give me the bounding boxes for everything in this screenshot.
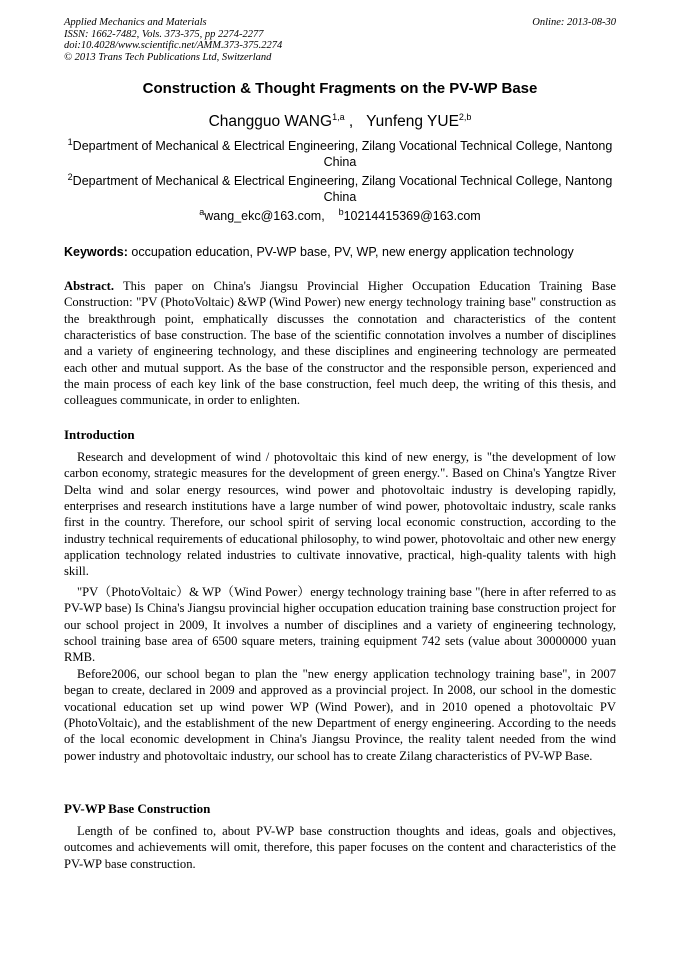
affiliation-2-mark: 2 [67, 171, 73, 182]
affiliation-2 [64, 173, 616, 205]
keywords-text: occupation education, PV-WP base, PV, WP, new energy application technology [127, 245, 574, 259]
affiliation-2-text: Department of Mechanical & Electrical Engineering, Zilang Vocational Technical College, Nantong China [72, 174, 613, 204]
paper-title: Construction & Thought Fragments on the PV-WP Base [142, 80, 538, 97]
introduction-heading: Introduction [64, 427, 135, 442]
author-2: Yunfeng YUE [366, 113, 459, 130]
email-line [64, 206, 616, 223]
author-1: Changguo WANG [208, 113, 333, 130]
issn-line: ISSN: 1662-7482, Vols. 373-375, pp 2274-2277 [64, 28, 264, 40]
email-a-mark: a [199, 206, 205, 217]
abstract-text: This paper on China's Jiangsu Provincial Higher Occupation Education Training Base Construction: "PV (PhotoVoltaic) &WP (Wind Power) new energy technology training base" construction as the breakthrough point, emphatically discusses the connotation and characteristics of the content characteristics of base construction. The base of the scientific connotation involves a number of disciplines and a variety of engineering technology, and these disciplines and engineering technology are permeated each other and mutual support. As the base of the constructor and the responsible person, experienced and the main process of each key link of the base construction, feel much deep, the writing of this thesis, and colleagues communicate, in order to enlighten. [64, 279, 616, 408]
email-b: 10214415369@163.com [343, 209, 481, 223]
affiliation-1-mark: 1 [67, 136, 73, 147]
introduction-paragraph-3: Before2006, our school began to plan the "new energy application technology training base", in 2007 began to create, declared in 2009 and approved as a provincial project. In 2008, our school in the domestic vocational education set up wind power WP (Wind Power), and in 2010 opened a photovoltaic PV (PhotoVoltaic), and the establishment of the new Department of energy engineering. According to the needs of the local economic development in China's Jiangsu Province, the reality talent needed from the wind power industry and photovoltaic industry, our school has to create Zilang characteristics of PV-WP Base. [64, 667, 616, 763]
abstract-label: Abstract. [64, 279, 115, 293]
email-b-mark: b [338, 206, 344, 217]
introduction-paragraph-2: "PV（PhotoVoltaic）& WP（Wind Power）energy technology training base "(here in after referred to as PV-WP base) Is China's Jiangsu provincial higher occupation education training base construction project for our school project in 2009, It involves a number of disciplines and a variety of engineering technology, school training base area of 6500 square meters, training equipment 742 sets (value about 30000000 yuan RMB. [64, 585, 616, 665]
affiliation-1-text: Department of Mechanical & Electrical Engineering, Zilang Vocational Technical College, Nantong China [72, 139, 613, 169]
abstract [64, 278, 616, 409]
email-a: wang_ekc@163.com, [204, 209, 325, 223]
author-2-affiliation-mark: 2,b [458, 111, 472, 122]
keywords-label: Keywords: [64, 245, 128, 259]
journal-name: Applied Mechanics and Materials [64, 17, 207, 28]
online-date: Online: 2013-08-30 [532, 17, 616, 28]
author-line [64, 113, 616, 131]
doi-line: doi:10.4028/www.scientific.net/AMM.373-375.2274 [64, 40, 283, 51]
author-separator: , [344, 113, 354, 130]
page-header [64, 17, 616, 63]
section-heading-pv-wp-base-construction: PV-WP Base Construction [64, 801, 211, 816]
introduction-paragraph-1: Research and development of wind / photovoltaic this kind of new energy, is "the development of low carbon economy, strategic measures for the development of green energy.". Based on China's Yangtze River Delta wind and solar energy resources, wind power and photovoltaic industry is developing rapidly, enterprises and research institutions have a large number of wind power, photovoltaic industry, scale ranks first in the country. Therefore, our school spirit of serving local economic construction, according to the industry technical requirements of educational philosophy, to wind power, photovoltaic and other new energy application technology related industries to cultivate innovative, practical, high-quality talents with high skill. [64, 450, 616, 579]
author-1-affiliation-mark: 1,a [332, 111, 345, 122]
affiliation-1 [64, 138, 616, 170]
keywords [64, 245, 616, 259]
section-2-paragraph-1: Length of be confined to, about PV-WP base construction thoughts and ideas, goals and objectives, outcomes and achievements will omit, therefore, this paper focuses on the content and characteristics of the PV-WP base construction. [64, 824, 616, 871]
copyright-line: © 2013 Trans Tech Publications Ltd, Switzerland [64, 51, 272, 63]
